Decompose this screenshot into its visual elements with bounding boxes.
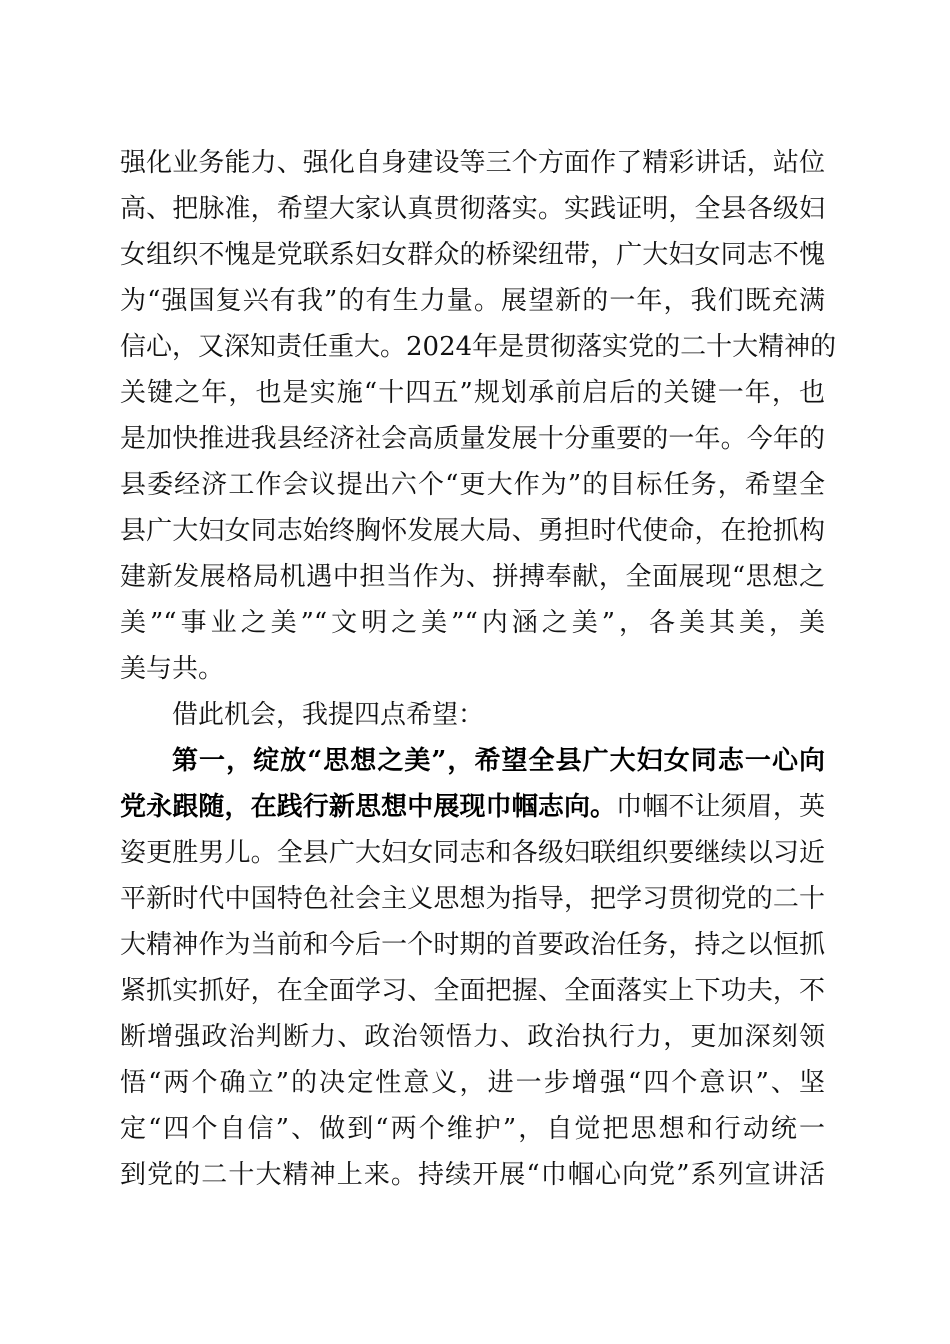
- point-one-body-line-7: 定“四个自信”、做到“两个维护”，自觉把思想和行动统一: [120, 1114, 825, 1144]
- paragraph-1-line-6: 关键之年，也是实施“十四五”规划承前启后的关键一年，也: [120, 378, 825, 408]
- point-one-body-line-3: 大精神作为当前和今后一个时期的首要政治任务，持之以恒抓: [120, 930, 825, 960]
- paragraph-1-line-7: 是加快推进我县经济社会高质量发展十分重要的一年。今年的: [120, 424, 825, 454]
- point-one-body-line-8: 到党的二十大精神上来。持续开展“巾帼心向党”系列宣讲活: [120, 1160, 825, 1190]
- point-one-heading-tail: 党永跟随，在践行新思想中展现巾帼志向。: [120, 792, 617, 822]
- point-one-heading-line-2: [120, 784, 825, 830]
- point-one-body-start: 巾帼不让须眉，英: [616, 792, 825, 822]
- point-one-body-line-2: 平新时代中国特色社会主义思想为指导，把学习贯彻党的二十: [120, 884, 825, 914]
- paragraph-1-line-2: 高、把脉准，希望大家认真贯彻落实。实践证明，全县各级妇: [120, 194, 825, 224]
- paragraph-1-line-10: 建新发展格局机遇中担当作为、拼搏奉献，全面展现“思想之: [120, 562, 825, 592]
- paragraph-1-line-1: 强化业务能力、强化自身建设等三个方面作了精彩讲话，站位: [120, 148, 825, 178]
- paragraph-1-line-12: 美与共。: [120, 654, 225, 684]
- point-one-body-line-1: 姿更胜男儿。全县广大妇女同志和各级妇联组织要继续以习近: [120, 838, 825, 868]
- point-one-body-line-6: 悟“两个确立”的决定性意义，进一步增强“四个意识”、坚: [120, 1068, 825, 1098]
- paragraph-1-line-9: 县广大妇女同志始终胸怀发展大局、勇担时代使命，在抢抓构: [120, 516, 825, 546]
- point-one-body-line-4: 紧抓实抓好，在全面学习、全面把握、全面落实上下功夫，不: [120, 976, 825, 1006]
- point-one-heading-line-1: 第一，绽放“思想之美”，希望全县广大妇女同志一心向: [172, 746, 825, 776]
- paragraph-1-line-8: 县委经济工作会议提出六个“更大作为”的目标任务，希望全: [120, 470, 825, 500]
- paragraph-1-line-4: 为“强国复兴有我”的有生力量。展望新的一年，我们既充满: [120, 286, 825, 316]
- point-one-body-line-5: 断增强政治判断力、政治领悟力、政治执行力，更加深刻领: [120, 1022, 825, 1052]
- paragraph-1-line-11: 美”“事业之美”“文明之美”“内涵之美”，各美其美，美: [120, 608, 825, 638]
- paragraph-1-line-5: 信心，又深知责任重大。2024年是贯彻落实党的二十大精神的: [120, 332, 837, 362]
- paragraph-2-line-1: 借此机会，我提四点希望：: [172, 700, 485, 730]
- paragraph-1-line-3: 女组织不愧是党联系妇女群众的桥梁纽带，广大妇女同志不愧: [120, 240, 825, 270]
